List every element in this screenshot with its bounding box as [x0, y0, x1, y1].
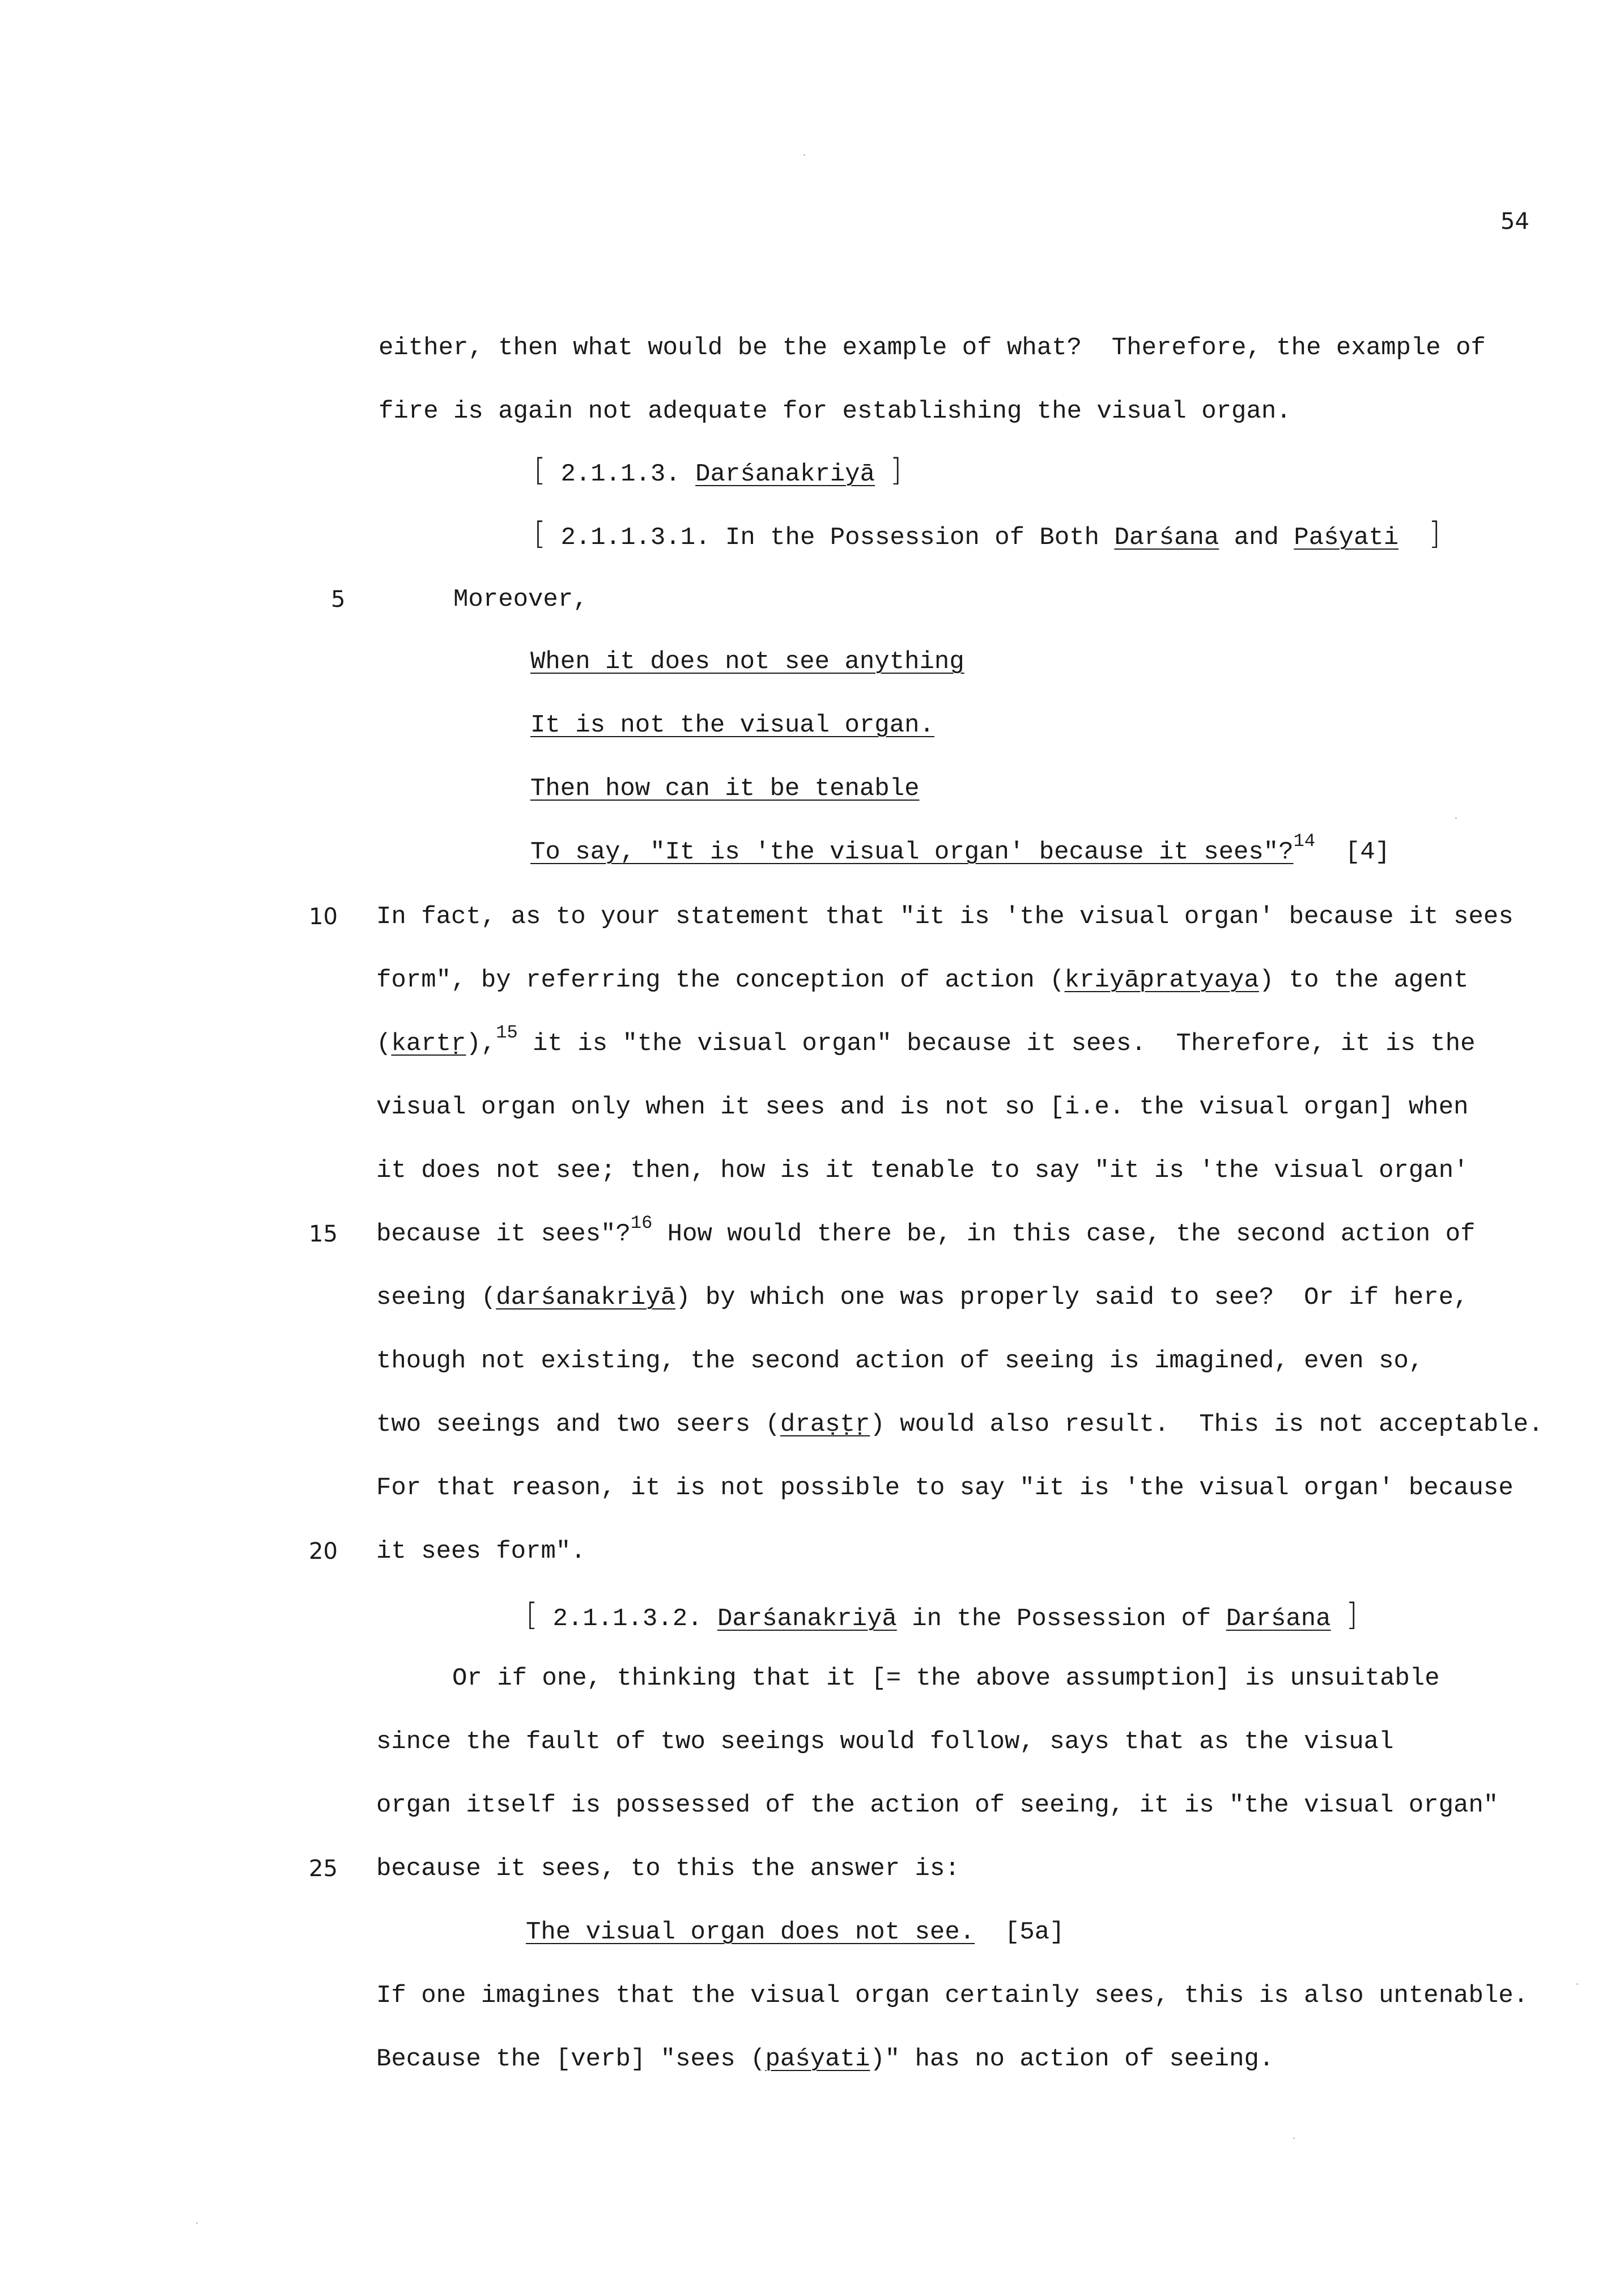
- text-segment: seeing (: [376, 1283, 496, 1312]
- text-line: [376, 1408, 1544, 1442]
- verse-ref-5a: [5a]: [1004, 1918, 1065, 1946]
- footnote-ref-16: 16: [630, 1213, 653, 1234]
- verse-line: [526, 1915, 1065, 1949]
- text-line: it sees form".: [376, 1537, 586, 1566]
- text-line: [376, 1213, 1476, 1253]
- text-segment: ) to the agent: [1259, 966, 1469, 994]
- term-darsana: Darśana: [1114, 524, 1219, 552]
- page-number: 54: [1500, 209, 1529, 235]
- scan-speck: [1293, 2137, 1295, 2139]
- verse-line: It is not the visual organ.: [530, 711, 934, 739]
- heading-number: 2.1.1.3.: [546, 460, 696, 488]
- text-line: it does not see; then, how is it tenable to say "it is 'the visual organ': [376, 1156, 1469, 1185]
- text-line: either, then what would be the example of what? Therefore, the example of: [379, 334, 1486, 362]
- term-darsanakriya: darśanakriyā: [496, 1283, 676, 1312]
- footnote-ref-14: 14: [1293, 831, 1316, 852]
- scan-speck: [804, 154, 805, 156]
- heading-text: and: [1219, 524, 1294, 552]
- term-pasyati: Paśyati: [1294, 524, 1399, 552]
- heading-text: 2.1.1.3.1. In the Possession of Both: [546, 524, 1115, 552]
- text-line: [376, 1281, 1469, 1315]
- text-segment: form", by referring the conception of action (: [376, 966, 1065, 994]
- term-pasyati: paśyati: [765, 2045, 870, 2073]
- section-heading-2-1-1-3-1: [534, 517, 1440, 555]
- term-kartr: kartṛ: [391, 1030, 466, 1058]
- verse-line: [530, 831, 1391, 871]
- footnote-ref-15: 15: [496, 1022, 518, 1043]
- scan-speck: [1455, 817, 1457, 819]
- bracket-open: [: [534, 516, 546, 551]
- heading-number: 2.1.1.3.2.: [538, 1605, 717, 1633]
- term-drastr: draṣṭṛ: [780, 1410, 870, 1439]
- verse-text: The visual organ does not see.: [526, 1918, 975, 1946]
- text-line: Or if one, thinking that it [= the above assumption] is unsuitable: [452, 1664, 1440, 1693]
- verse-ref-4: [4]: [1345, 838, 1391, 866]
- term-kriyapratyaya: kriyāpratyaya: [1064, 966, 1259, 994]
- text-line: fire is again not adequate for establishing the visual organ.: [379, 397, 1291, 426]
- text-line: organ itself is possessed of the action of seeing, it is "the visual organ": [376, 1791, 1499, 1819]
- section-heading-2-1-1-3-2: [526, 1598, 1358, 1636]
- scan-speck: [1576, 1983, 1578, 1985]
- bracket-open: [: [534, 452, 546, 488]
- line-number-10: 10: [309, 904, 338, 930]
- text-line: For that reason, it is not possible to say "it is 'the visual organ' because: [376, 1474, 1514, 1502]
- term-darsana: Darśana: [1226, 1605, 1331, 1633]
- text-segment: )" has no action of seeing.: [870, 2045, 1274, 2073]
- text-line: though not existing, the second action of seeing is imagined, even so,: [376, 1347, 1424, 1375]
- bracket-open: [: [526, 1597, 538, 1632]
- text-segment: Because the [verb] "sees (: [376, 2045, 766, 2073]
- text-segment: ) by which one was properly said to see? Or if here,: [675, 1283, 1469, 1312]
- verse-line: When it does not see anything: [530, 648, 964, 676]
- bracket-close: ]: [890, 452, 902, 488]
- line-number-15: 15: [309, 1221, 338, 1247]
- text-line: since the fault of two seeings would follow, says that as the visual: [376, 1728, 1394, 1756]
- text-segment: two seeings and two seers (: [376, 1410, 780, 1439]
- text-line: If one imagines that the visual organ certainly sees, this is also untenable.: [376, 1982, 1529, 2010]
- text-segment: ) would also result. This is not acceptable.: [870, 1410, 1544, 1439]
- text-line: Moreover,: [453, 585, 588, 614]
- text-line: [376, 963, 1469, 997]
- text-segment: ),: [466, 1030, 496, 1058]
- text-segment: How would there be, in this case, the second action of: [652, 1220, 1476, 1248]
- text-line: visual organ only when it sees and is not so [i.e. the visual organ] when: [376, 1093, 1469, 1121]
- section-heading-2-1-1-3: [534, 453, 902, 491]
- verse-line: Then how can it be tenable: [530, 775, 920, 803]
- term-darsanakriya: Darśanakriyā: [717, 1605, 897, 1633]
- text-line: because it sees, to this the answer is:: [376, 1855, 960, 1883]
- text-line: [376, 1022, 1476, 1062]
- heading-text: in the Possession of: [896, 1605, 1226, 1633]
- line-number-20: 20: [309, 1538, 338, 1564]
- term-darsanakriya: Darśanakriyā: [695, 460, 875, 488]
- line-number-5: 5: [331, 586, 346, 613]
- text-line: [376, 2042, 1274, 2076]
- bracket-close: ]: [1345, 1597, 1358, 1632]
- line-number-25: 25: [309, 1856, 338, 1882]
- text-segment: it is "the visual organ" because it sees. Therefore, it is the: [517, 1030, 1476, 1058]
- scan-speck: [196, 2222, 198, 2224]
- text-segment: because it sees"?: [376, 1220, 631, 1248]
- text-segment: (: [376, 1030, 392, 1058]
- verse-text: To say, "It is 'the visual organ' because it sees"?: [530, 838, 1294, 866]
- text-line: In fact, as to your statement that "it is 'the visual organ' because it sees: [376, 903, 1514, 931]
- bracket-close: ]: [1428, 516, 1441, 551]
